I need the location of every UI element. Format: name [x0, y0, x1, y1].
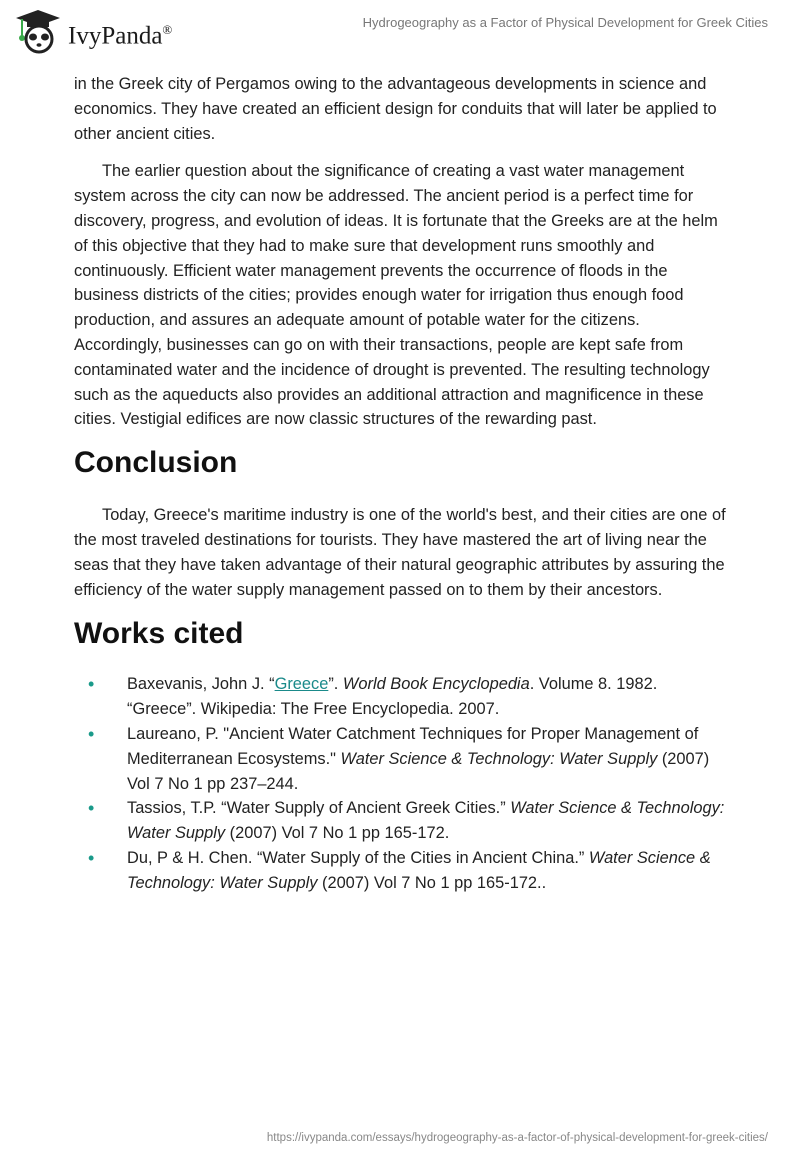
citation-item: • Du, P & H. Chen. “Water Supply of the Cities in Ancient China.” Water Science & Technology: Water Supply (2007) Vol 7 No 1 pp 165-172.. [88, 847, 711, 892]
bullet-icon: • [88, 847, 95, 868]
works-cited-heading: Works cited [74, 617, 244, 651]
page-header [0, 0, 800, 60]
ivypanda-logo[interactable] [14, 8, 172, 54]
panda-graduate-icon [14, 8, 62, 54]
citation-item: • Baxevanis, John J. “Greece”. World Book Encyclopedia. Volume 8. 1982. “Greece”. Wikipedia: The Free Encyclopedia. 2007. [88, 674, 658, 719]
document-title: Hydrogeography as a Factor of Physical Development for Greek Cities [362, 15, 768, 30]
conclusion-paragraph: Today, Greece's maritime industry is one of the world's best, and their cities are one of the most traveled destinations for tourists. They have mastered the art of living near the seas that they have taken advantage of their natural geographic attributes by assuring the efficiency of the water supply management passed on to them by their ancestors. [74, 506, 726, 599]
bullet-icon: • [88, 723, 95, 744]
citation-item: • Tassios, T.P. “Water Supply of Ancient Greek Cities.” Water Science & Technology: Water Supply (2007) Vol 7 No 1 pp 165-172. [88, 798, 725, 843]
essay-body [74, 72, 726, 896]
paragraph: The earlier question about the significance of creating a vast water management system across the city can now be addressed. The ancient period is a perfect time for discovery, progress, and evolution of ideas. It is fortunate that the Greeks are at the helm of this objective that they had to make sure that development runs smoothly and continuously. Efficient water management prevents the occurrence of floods in the business districts of the cities; provides enough water for irrigation thus enough food production, and assures an adequate amount of potable water for the citizens. Accordingly, businesses can go on with their transactions, people are kept safe from contaminated water and the incidence of drought is prevented. The resulting technology such as the aqueducts also provides an additional attraction and magnificence in these cities. Vestigial edifices are now classic structures of the rewarding past. [74, 162, 718, 429]
citation-item: • Laureano, P. "Ancient Water Catchment Techniques for Proper Management of Mediterranean Ecosystems." Water Science & Technology: Water Supply (2007) Vol 7 No 1 pp 237–244. [88, 723, 710, 793]
source-url: https://ivypanda.com/essays/hydrogeography-as-a-factor-of-physical-development-for-greek-cities/ [266, 1132, 768, 1144]
conclusion-heading: Conclusion [74, 446, 238, 480]
citation-list [74, 672, 726, 895]
logo-text: IvyPanda® [68, 21, 173, 50]
paragraph: in the Greek city of Pergamos owing to the advantageous developments in science and economics. They have created an efficient design for conduits that will later be applied to other ancient cities. [74, 75, 717, 143]
greece-link[interactable]: Greece [274, 675, 329, 694]
bullet-icon: • [88, 674, 95, 695]
bullet-icon: • [88, 798, 95, 819]
